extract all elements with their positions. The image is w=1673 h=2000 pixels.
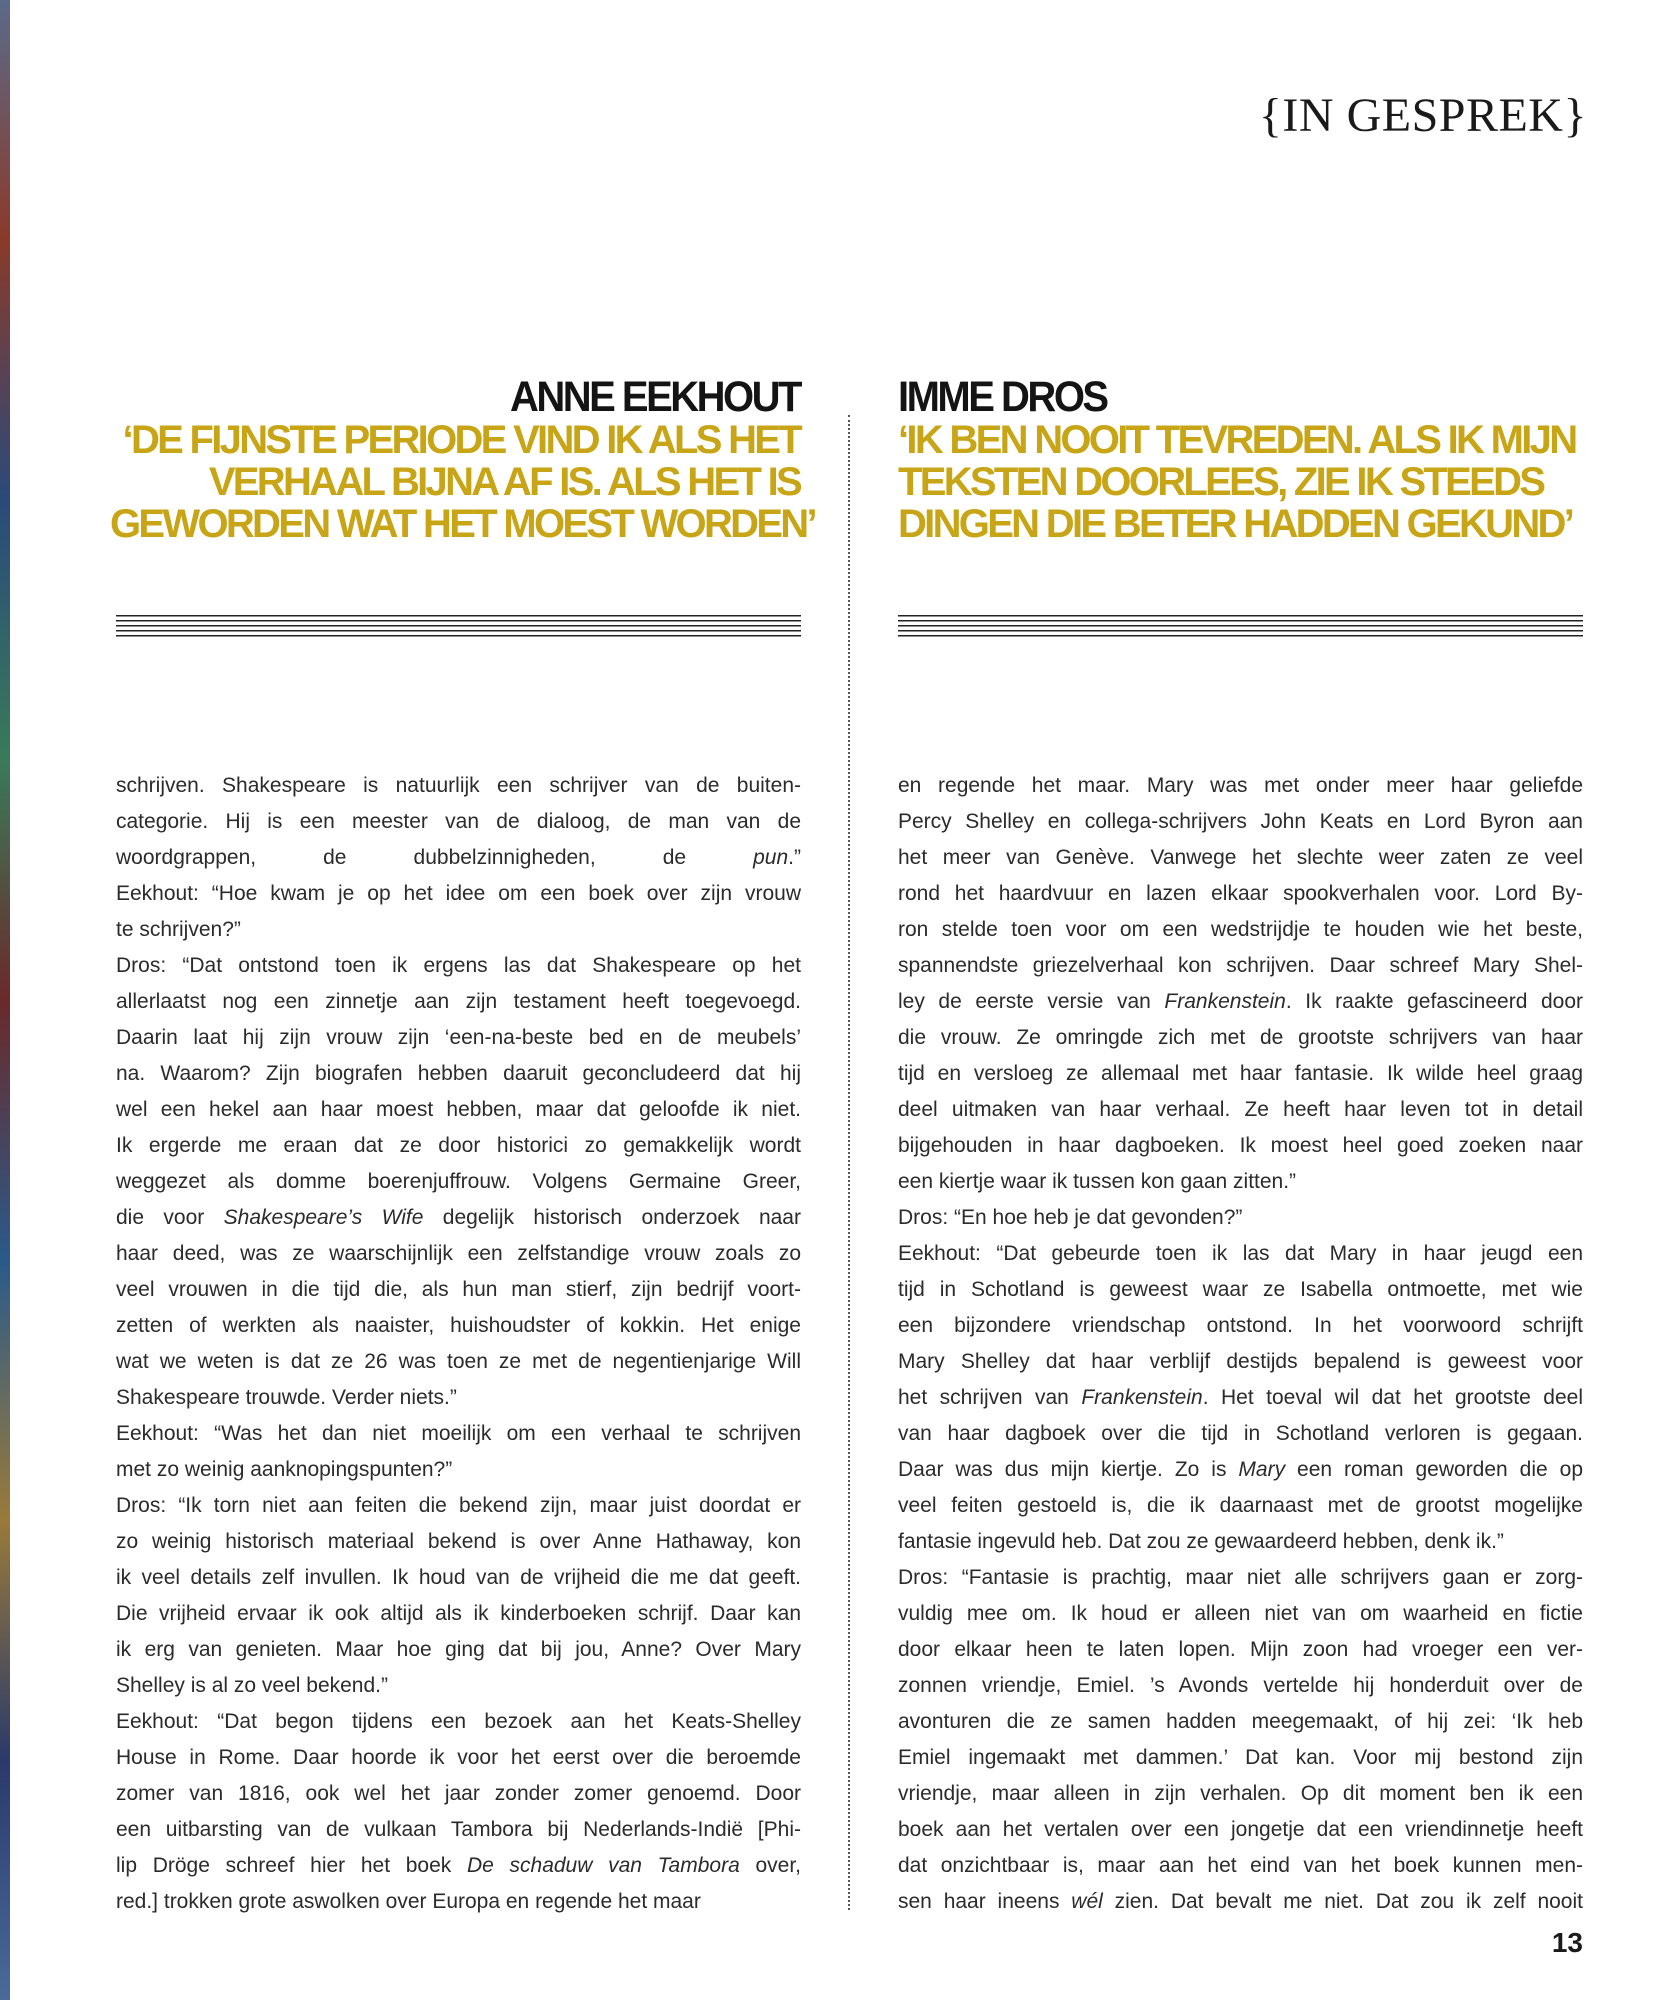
italic-title: Shakespeare’s Wife (223, 1206, 424, 1229)
text-segment: een kiertje waar ik tussen kon gaan zitten.” (898, 1170, 1297, 1193)
text-segment: bijgehouden in haar dagboeken. Ik moest heel goed zoeken naar (898, 1134, 1583, 1157)
text-segment: Dros: “Dat ontstond toen ik ergens las dat Shakespeare op het (116, 954, 801, 977)
text-line (898, 1524, 1583, 1560)
text-line (116, 1236, 801, 1272)
text-line (116, 1020, 801, 1056)
text-segment: veel vrouwen in die tijd die, als hun man stierf, zijn bedrijf voort- (116, 1278, 801, 1301)
text-line (116, 1128, 801, 1164)
page-number: 13 (1551, 1927, 1583, 1958)
text-segment: vriendje, maar alleen in zijn verhalen. Op dit moment ben ik een (898, 1782, 1583, 1805)
text-line (116, 1668, 801, 1704)
text-line (116, 1560, 801, 1596)
text-segment: Dros: “Ik torn niet aan feiten die bekend zijn, maar juist doordat er (116, 1494, 801, 1517)
text-line (898, 1812, 1583, 1848)
text-segment: fantasie ingevuld heb. Dat zou ze gewaardeerd hebben, denk ik.” (898, 1530, 1504, 1553)
text-line (898, 1236, 1583, 1272)
text-line (898, 1380, 1583, 1416)
text-segment: dat onzichtbaar is, maar aan het eind van het boek kunnen men- (898, 1854, 1583, 1877)
text-line (116, 1416, 801, 1452)
text-line (898, 768, 1583, 804)
text-segment: zo weinig historisch materiaal bekend is over Anne Hathaway, kon (116, 1530, 801, 1553)
column-divider (848, 415, 850, 1910)
text-line (116, 1488, 801, 1524)
text-segment: ik veel details zelf invullen. Ik houd van de vrijheid die me dat geeft. (116, 1566, 801, 1589)
right-pull-quote (898, 419, 1598, 545)
text-segment: sen haar ineens (898, 1890, 1072, 1913)
text-segment: te schrijven?” (116, 918, 241, 941)
text-segment: en regende het maar. Mary was met onder meer haar geliefde (898, 774, 1583, 797)
text-segment: rond het haardvuur en lazen elkaar spookverhalen voor. Lord By- (898, 882, 1583, 905)
text-line (898, 1560, 1583, 1596)
text-segment: Eekhout: “Dat gebeurde toen ik las dat Mary in haar jeugd een (898, 1242, 1583, 1265)
text-segment: zien. Dat bevalt me niet. Dat zou ik zelf nooit (1102, 1890, 1583, 1913)
text-segment: een uitbarsting van de vulkaan Tambora bij Nederlands-Indië [Phi- (116, 1818, 801, 1841)
text-segment: Die vrijheid ervaar ik ook altijd als ik kinderboeken schrijf. Daar kan (116, 1602, 801, 1625)
text-segment: Mary Shelley dat haar verblijf destijds bepalend is geweest voor (898, 1350, 1583, 1373)
text-line (898, 1020, 1583, 1056)
quote-line: DINGEN DIE BETER HADDEN GEKUND’ (898, 502, 1573, 546)
text-line (898, 1596, 1583, 1632)
text-line (116, 948, 801, 984)
text-segment: Dros: “En hoe heb je dat gevonden?” (898, 1206, 1243, 1229)
text-segment: Shelley is al zo veel bekend.” (116, 1674, 388, 1697)
text-segment: spannendste griezelverhaal kon schrijven. Daar schreef Mary Shel- (898, 954, 1583, 977)
right-header (898, 375, 1598, 545)
text-line (116, 1056, 801, 1092)
text-segment: die voor (116, 1206, 224, 1229)
text-segment: het schrijven van (898, 1386, 1082, 1409)
text-segment: zetten of werkten als naaister, huishoudster of kokkin. Het enige (116, 1314, 801, 1337)
left-pull-quote (110, 418, 815, 546)
text-line (898, 1056, 1583, 1092)
text-line (116, 1524, 801, 1560)
text-segment: vuldig mee om. Ik houd er alleen niet van om waarheid en fictie (898, 1602, 1583, 1625)
right-author-name: IMME DROS (898, 373, 1107, 421)
text-line (898, 1128, 1583, 1164)
text-segment: red.] trokken grote aswolken over Europa en regende het maar (116, 1890, 701, 1913)
text-segment: Daar was dus mijn kiertje. Zo is (898, 1458, 1239, 1481)
text-line (898, 1704, 1583, 1740)
text-line (898, 1740, 1583, 1776)
text-segment: Dros: “Fantasie is prachtig, maar niet alle schrijvers gaan er zorg- (898, 1566, 1583, 1589)
text-segment: haar deed, was ze waarschijnlijk een zelfstandige vrouw zoals zo (116, 1242, 801, 1265)
text-line (898, 1452, 1583, 1488)
italic-title: wél (1071, 1890, 1103, 1913)
text-segment: House in Rome. Daar hoorde ik voor het eerst over die beroemde (116, 1746, 801, 1769)
text-segment: tijd en versloeg ze allemaal met haar fantasie. Ik wilde heel graag (898, 1062, 1583, 1085)
text-segment: zomer van 1816, ook wel het jaar zonder zomer genoemd. Door (116, 1782, 801, 1805)
text-segment: ik erg van genieten. Maar hoe ging dat bij jou, Anne? Over Mary (116, 1638, 801, 1661)
right-rule-lines (898, 615, 1583, 639)
text-line (898, 1848, 1583, 1884)
quote-line: VERHAAL BIJNA AF IS. ALS HET IS (208, 460, 800, 504)
text-line (116, 1596, 801, 1632)
text-segment: wel een hekel aan haar moest hebben, maar dat geloofde ik niet. (116, 1098, 801, 1121)
text-line (898, 1308, 1583, 1344)
right-text-column (898, 768, 1583, 1920)
left-rule-lines (116, 615, 801, 639)
text-segment: Percy Shelley en collega-schrijvers John Keats en Lord Byron aan (898, 810, 1583, 833)
text-segment: tijd in Schotland is geweest waar ze Isabella ontmoette, met wie (898, 1278, 1583, 1301)
text-segment: .” (788, 846, 801, 869)
left-header (110, 373, 815, 546)
text-line (898, 876, 1583, 912)
italic-title: Mary (1238, 1458, 1286, 1481)
text-line (116, 1308, 801, 1344)
text-segment: Emiel ingemaakt met dammen.’ Dat kan. Voor mij bestond zijn (898, 1746, 1583, 1769)
text-segment: schrijven. Shakespeare is natuurlijk een schrijver van de buiten- (116, 774, 801, 797)
text-line (116, 1884, 801, 1920)
text-segment: allerlaatst nog een zinnetje aan zijn testament heeft toegevoegd. (116, 990, 801, 1013)
text-line (898, 984, 1583, 1020)
section-title: {IN GESPREK} (1258, 89, 1587, 142)
text-segment: met zo weinig aanknopingspunten?” (116, 1458, 453, 1481)
text-segment: Eekhout: “Was het dan niet moeilijk om een verhaal te schrijven (116, 1422, 801, 1445)
text-line (898, 804, 1583, 840)
text-segment: Ik ergerde me eraan dat ze door historici zo gemakkelijk wordt (116, 1134, 801, 1157)
text-line (116, 1200, 801, 1236)
text-line (116, 1776, 801, 1812)
quote-line: TEKSTEN DOORLEES, ZIE IK STEEDS (898, 460, 1544, 504)
text-segment: een bijzondere vriendschap ontstond. In het voorwoord schrijft (898, 1314, 1583, 1337)
quote-line: ‘IK BEN NOOIT TEVREDEN. ALS IK MIJN (898, 418, 1576, 462)
text-segment: veel feiten gestoeld is, die ik daarnaast met de grootst mogelijke (898, 1494, 1583, 1517)
text-segment: zonnen vriendje, Emiel. ’s Avonds vertelde hij honderduit over de (898, 1674, 1583, 1697)
text-segment: categorie. Hij is een meester van de dialoog, de man van de (116, 810, 801, 833)
text-segment: woordgrappen, de dubbelzinnigheden, de (116, 846, 754, 869)
quote-line: ‘DE FIJNSTE PERIODE VIND IK ALS HET (122, 418, 800, 462)
text-segment: ron stelde toen voor om een wedstrijdje te houden wie het beste, (898, 918, 1583, 941)
left-text-column (116, 768, 801, 1920)
text-line (898, 1344, 1583, 1380)
text-segment: deel uitmaken van haar verhaal. Ze heeft haar leven tot in detail (898, 1098, 1583, 1121)
text-line (116, 1632, 801, 1668)
text-line (116, 840, 801, 876)
text-line (116, 984, 801, 1020)
text-segment: Eekhout: “Hoe kwam je op het idee om een boek over zijn vrouw (116, 882, 801, 905)
italic-title: pun (753, 846, 789, 869)
text-line (116, 1344, 801, 1380)
text-segment: degelijk historisch onderzoek naar (423, 1206, 801, 1229)
text-line (898, 948, 1583, 984)
left-author-name: ANNE EEKHOUT (509, 373, 800, 421)
text-line (898, 1416, 1583, 1452)
text-segment: ley de eerste versie van (898, 990, 1165, 1013)
text-line (116, 804, 801, 840)
text-line (898, 1776, 1583, 1812)
text-segment: . Het toeval wil dat het grootste deel (1202, 1386, 1583, 1409)
text-line (116, 768, 801, 804)
text-segment: avonturen die ze samen hadden meegemaakt, of hij zei: ‘Ik heb (898, 1710, 1583, 1733)
text-line (898, 840, 1583, 876)
text-line (898, 1164, 1583, 1200)
text-segment: van haar dagboek over die tijd in Schotland verloren is gegaan. (898, 1422, 1583, 1445)
text-line (898, 1092, 1583, 1128)
italic-title: Frankenstein (1164, 990, 1286, 1013)
text-line (116, 1848, 801, 1884)
text-line (116, 912, 801, 948)
cover-image-edge (0, 0, 10, 2000)
text-line (116, 1272, 801, 1308)
quote-line: GEWORDEN WAT HET MOEST WORDEN’ (110, 502, 815, 546)
text-line (898, 1200, 1583, 1236)
text-line (116, 1812, 801, 1848)
text-line (898, 912, 1583, 948)
text-segment: boek aan het vertalen over een jongetje dat een vriendinnetje heeft (898, 1818, 1583, 1841)
text-line (898, 1632, 1583, 1668)
text-segment: Daarin laat hij zijn vrouw zijn ‘een-na-beste bed en de meubels’ (116, 1026, 801, 1049)
text-line (116, 1452, 801, 1488)
text-line (898, 1488, 1583, 1524)
text-segment: . Ik raakte gefascineerd door (1285, 990, 1583, 1013)
text-line (116, 876, 801, 912)
text-segment: die vrouw. Ze omringde zich met de grootste schrijvers van haar (898, 1026, 1583, 1049)
text-segment: weggezet als domme boerenjuffrouw. Volgens Germaine Greer, (116, 1170, 801, 1193)
text-line (116, 1704, 801, 1740)
italic-title: De schaduw van Tambora (466, 1854, 740, 1877)
text-line (898, 1668, 1583, 1704)
text-segment: na. Waarom? Zijn biografen hebben daaruit geconcludeerd dat hij (116, 1062, 801, 1085)
text-line (116, 1164, 801, 1200)
text-segment: wat we weten is dat ze 26 was toen ze met de negentienjarige Will (116, 1350, 801, 1373)
text-line (116, 1380, 801, 1416)
text-segment: een roman geworden die op (1285, 1458, 1584, 1481)
text-segment: over, (739, 1854, 801, 1877)
text-segment: lip Dröge schreef hier het boek (116, 1854, 467, 1877)
text-segment: het meer van Genève. Vanwege het slechte weer zaten ze veel (898, 846, 1583, 869)
text-line (116, 1092, 801, 1128)
text-segment: door elkaar heen te laten lopen. Mijn zoon had vroeger een ver- (898, 1638, 1583, 1661)
text-line (898, 1272, 1583, 1308)
text-segment: Shakespeare trouwde. Verder niets.” (116, 1386, 457, 1409)
italic-title: Frankenstein (1081, 1386, 1203, 1409)
text-line (898, 1884, 1583, 1920)
text-line (116, 1740, 801, 1776)
text-segment: Eekhout: “Dat begon tijdens een bezoek aan het Keats-Shelley (116, 1710, 801, 1733)
